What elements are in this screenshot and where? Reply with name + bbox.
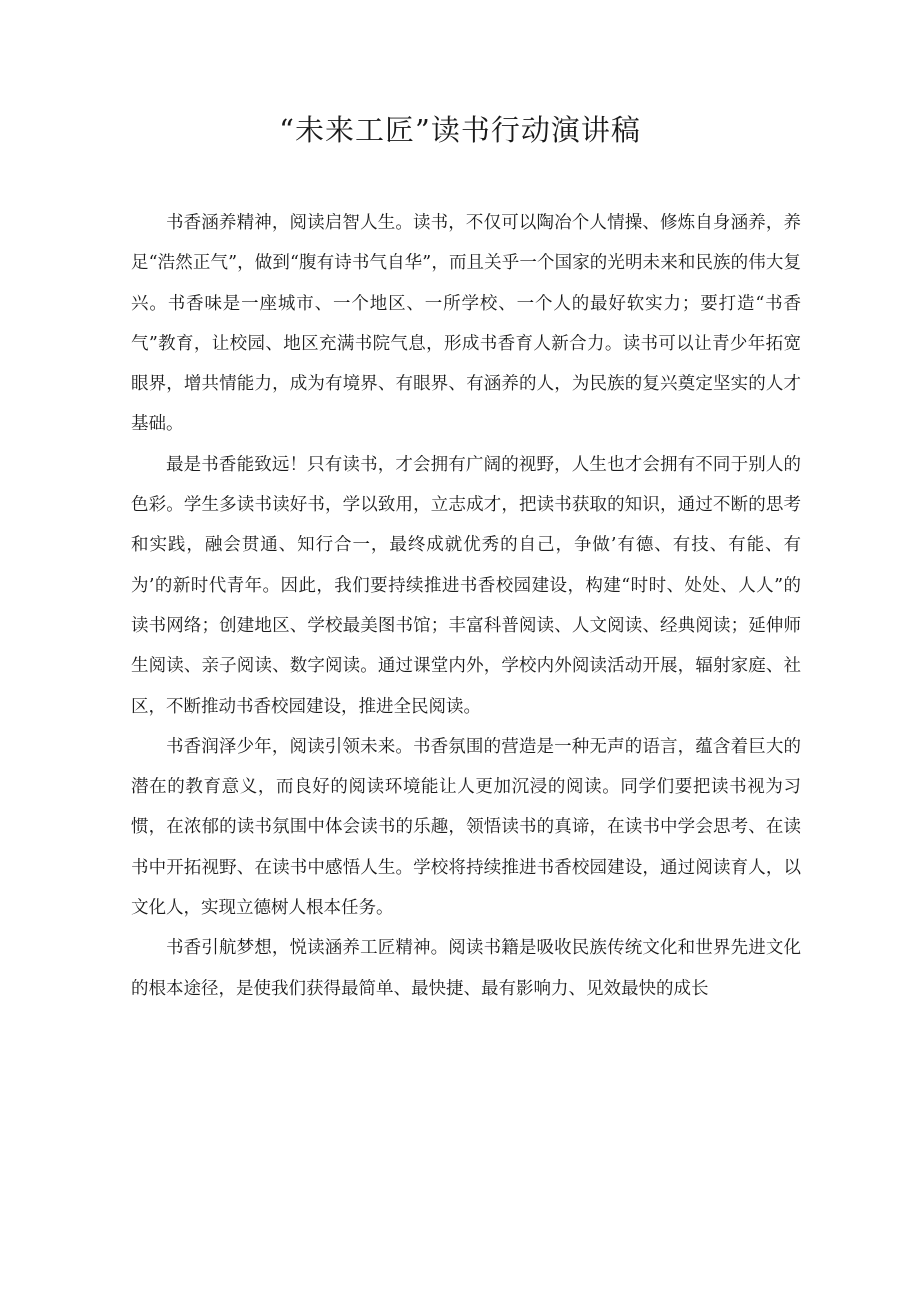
paragraph-3: 书香润泽少年，阅读引领未来。书香氛围的营造是一种无声的语言，蕴含着巨大的潜在的教育意义，而良好的阅读环境能让人更加沉浸的阅读。同学们要把读书视为习惯，在浓郁的读书氛围中体会读书的乐趣，领悟读书的真谛，在读书中学会思考、在读书中开拓视野、在读书中感悟人生。学校将持续推进书香校园建设，通过阅读育人，以文化人，实现立德树人根本任务。 xyxy=(131,736,801,919)
paragraph-4: 书香引航梦想，悦读涵养工匠精神。阅读书籍是吸收民族传统文化和世界先进文化的根本途径，是使我们获得最简单、最快捷、最有影响力、见效最快的成长 xyxy=(131,938,801,999)
paragraph-1: 书香涵养精神，阅读启智人生。读书，不仅可以陶冶个人情操、修炼自身涵养，养足“浩然正气”，做到“腹有诗书气自华”，而且关乎一个国家的光明未来和民族的伟大复兴。书香味是一座城市、一个地区、一所学校、一个人的最好软实力；要打造“书香气”教育，让校园、地区充满书院气息，形成书香育人新合力。读书可以让青少年拓宽眼界，增共情能力，成为有境界、有眼界、有涵养的人，为民族的复兴奠定坚实的人才基础。 xyxy=(131,213,801,435)
document-title: “未来工匠”读书行动演讲稿 xyxy=(279,113,641,147)
paragraph-2: 最是书香能致远！只有读书，才会拥有广阔的视野，人生也才会拥有不同于别人的色彩。学生多读书读好书，学以致用，立志成才，把读书获取的知识，通过不断的思考和实践，融会贯通、知行合一，最终成就优秀的自己，争做’有德、有技、有能、有为’的新时代青年。因此，我们要持续推进书香校园建设，构建“时时、处处、人人”的读书网络；创建地区、学校最美图书馆；丰富科普阅读、人文阅读、经典阅读；延伸师生阅读、亲子阅读、数字阅读。通过课堂内外，学校内外阅读活动开展，辐射家庭、社区，不断推动书香校园建设，推进全民阅读。 xyxy=(131,454,801,717)
document-body xyxy=(131,203,801,1009)
